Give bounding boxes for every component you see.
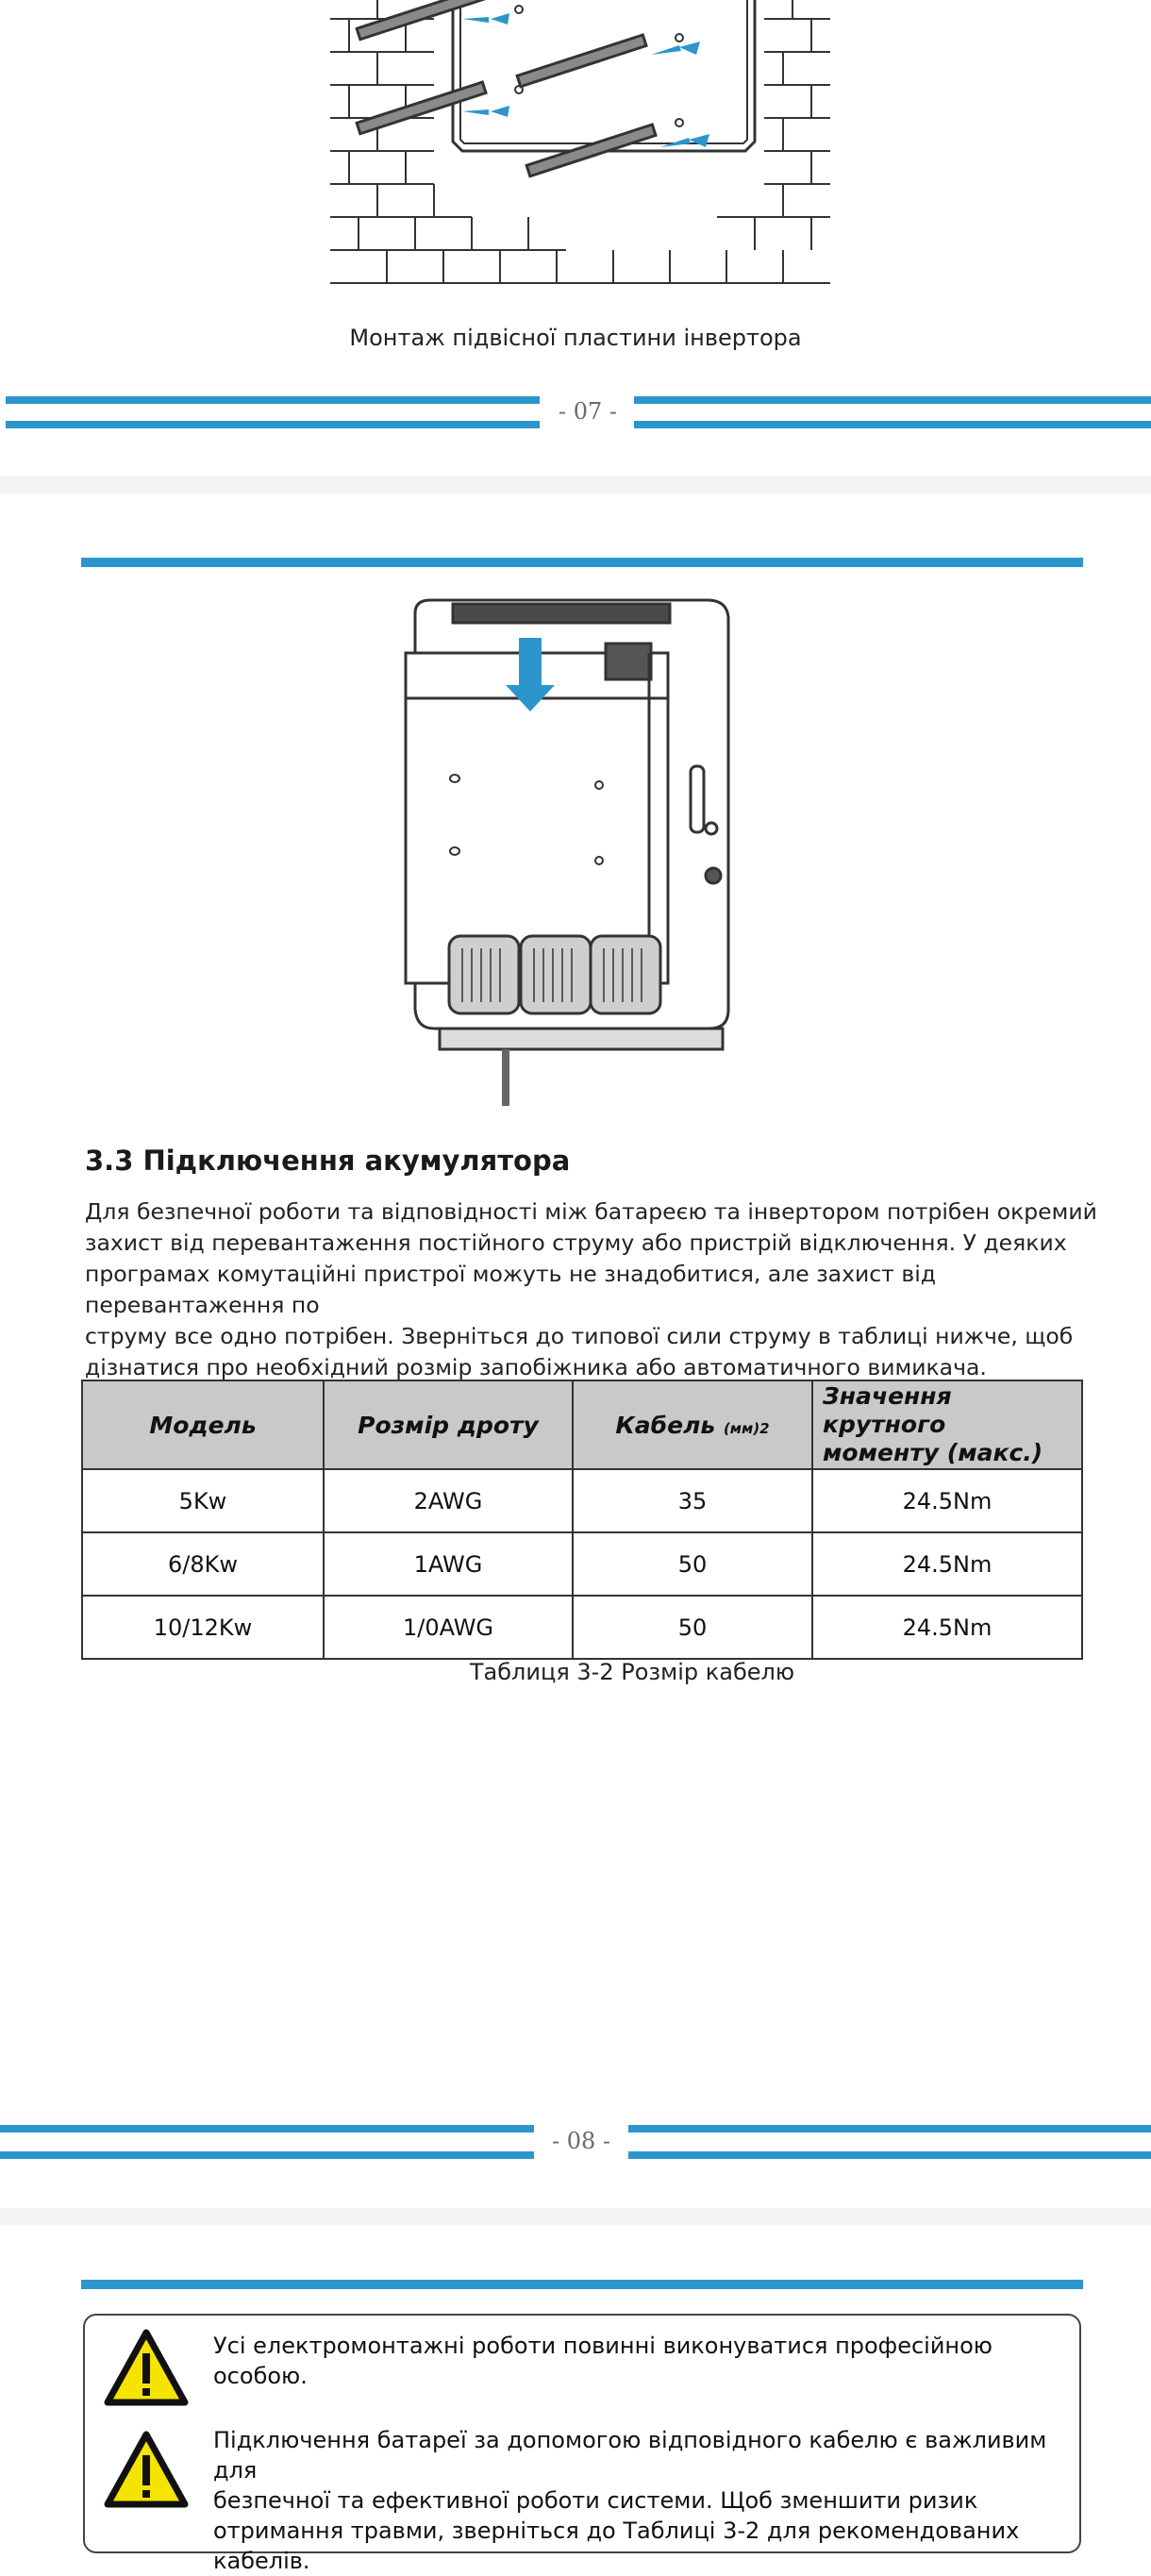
warning-text-1: Усі електромонтажні роботи повинні виконуватися професійною особою.: [213, 2333, 993, 2389]
section-title: 3.3 Підключення акумулятора: [85, 1145, 571, 1177]
cell-torque: 24.5Nm: [812, 1469, 1082, 1532]
page-separator: [0, 2208, 1151, 2225]
cell-wire: 2AWG: [324, 1469, 573, 1532]
table-header-row: [82, 1380, 1082, 1469]
cell-cable: 35: [573, 1469, 812, 1532]
footer-rule-left-top: [6, 396, 540, 404]
header-model: Модель: [82, 1380, 324, 1469]
warning-icon: [104, 2431, 189, 2508]
cell-wire: 1/0AWG: [324, 1596, 573, 1659]
paragraph-line: захист від перевантаження постійного струму або пристрій відключення. У деяких: [85, 1229, 1067, 1256]
page-number: - 08 -: [551, 2128, 610, 2154]
table-caption: Таблиця 3-2 Розмір кабелю: [469, 1659, 795, 1685]
warning-box: [83, 2314, 1081, 2574]
page-number: - 07 -: [558, 398, 617, 425]
footer-rule-right-top: [634, 396, 1151, 404]
warning-text-2: Підключення батареї за допомогою відповідного кабелю є важливим для безпечної та ефективної роботи системи. Щоб зменшити ризик отримання травми, зверніться до Таблиці 3-2 для рекомендованих кабелів.: [213, 2427, 1047, 2574]
cell-cable: 50: [573, 1532, 812, 1596]
cable-size-table: [81, 1380, 1083, 1660]
cable-unit: (мм)2: [723, 1419, 770, 1437]
cell-wire: 1AWG: [324, 1532, 573, 1596]
paragraph-line: струму все одно потрібен. Зверніться до типової сили струму в таблиці нижче, щоб: [85, 1323, 1074, 1349]
warning-icon: [104, 2329, 189, 2406]
paragraph-line: Для безпечної роботи та відповідності між батареєю та інвертором потрібен окремий: [85, 1198, 1097, 1225]
section-paragraph: [85, 1196, 1142, 1383]
footer-rule-right-bottom: [634, 421, 1151, 428]
table-row: [82, 1532, 1082, 1596]
page-separator: [0, 477, 1151, 493]
header-cable: Кабель (мм)2: [573, 1380, 812, 1469]
mounting-plate-illustration: [321, 0, 849, 302]
header-wire-size: Розмір дроту: [324, 1380, 573, 1469]
figure-caption: Монтаж підвісної пластини інвертора: [349, 325, 802, 351]
cell-model: 10/12Kw: [82, 1596, 324, 1659]
cell-model: 5Kw: [82, 1469, 324, 1532]
table-row: [82, 1596, 1082, 1659]
footer-rule-left-bottom: [6, 421, 540, 428]
footer-rule-right-bottom: [628, 2151, 1151, 2159]
header-torque: Значення крутного моменту (макс.): [812, 1380, 1082, 1469]
cell-model: 6/8Kw: [82, 1532, 324, 1596]
footer-rule-right-top: [628, 2125, 1151, 2133]
header-rule: [81, 558, 1083, 567]
cell-cable: 50: [573, 1596, 812, 1659]
paragraph-line: програмах комутаційні пристрої можуть не знадобитися, але захист від перевантаження по: [85, 1261, 936, 1318]
cell-torque: 24.5Nm: [812, 1596, 1082, 1659]
cell-torque: 24.5Nm: [812, 1532, 1082, 1596]
footer-rule-left-top: [0, 2125, 534, 2133]
inverter-illustration: [396, 594, 755, 1109]
paragraph-line: дізнатися про необхідний розмір запобіжника або автоматичного вимикача.: [85, 1354, 987, 1380]
footer-rule-left-bottom: [0, 2151, 534, 2159]
header-rule: [81, 2280, 1083, 2289]
table-row: [82, 1469, 1082, 1532]
